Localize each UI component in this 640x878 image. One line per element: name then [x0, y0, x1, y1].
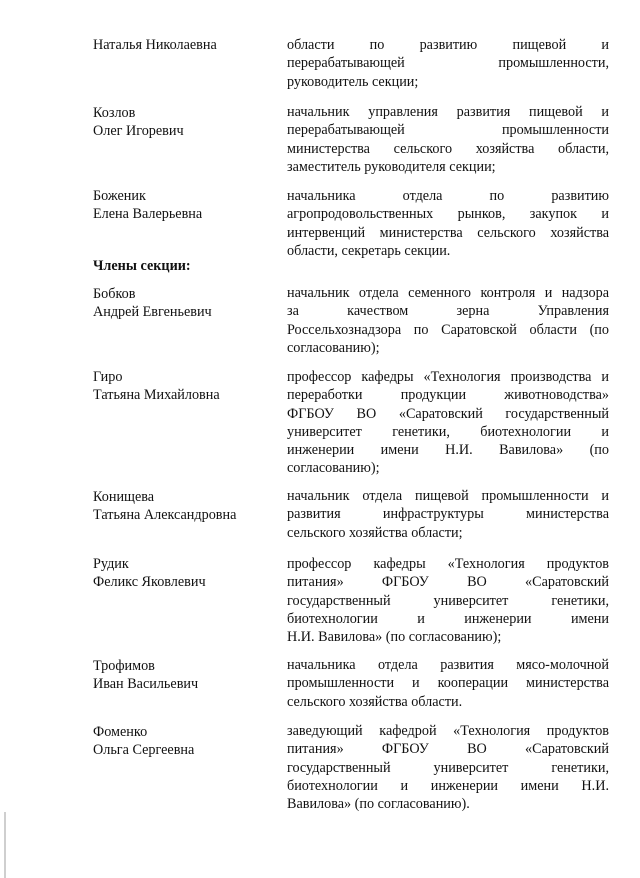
role-line: согласованию);: [287, 339, 380, 356]
member-name: [93, 104, 273, 141]
role-line: перерабатывающей промышленности: [287, 122, 609, 139]
role-line: биотехнологии и инженерии имени Н.И.: [287, 777, 609, 794]
member-role: [287, 487, 609, 542]
member-name: [93, 657, 273, 694]
name-line: Трофимов: [93, 658, 155, 674]
role-line: переработки продукции животноводства»: [287, 387, 609, 404]
role-line: начальника отдела по развитию: [287, 188, 609, 204]
role-line: университет генетики, биотехнологии и: [287, 423, 609, 440]
role-line: руководитель секции;: [287, 73, 419, 90]
name-line: Татьяна Александровна: [93, 507, 237, 524]
name-line: Татьяна Михайловна: [93, 387, 220, 404]
role-line: сельского хозяйства области;: [287, 524, 463, 541]
name-line: Иван Васильевич: [93, 676, 199, 693]
member-role: [287, 555, 609, 646]
role-line: за качеством зерна Управления: [287, 303, 609, 320]
role-line: государственный университет генетики,: [287, 592, 609, 609]
scan-edge-mark: [4, 812, 6, 878]
role-line: министерства сельского хозяйства области,: [287, 140, 609, 157]
role-line: начальник отдела семенного контроля и надзора: [287, 285, 609, 301]
name-line: Наталья Николаевна: [93, 37, 217, 53]
name-line: Боженик: [93, 188, 146, 204]
role-line: ФГБОУ ВО «Саратовский государственный: [287, 405, 609, 422]
name-line: Конищева: [93, 489, 155, 505]
role-line: биотехнологии и инженерии имени: [287, 610, 609, 627]
member-role: [287, 284, 609, 357]
role-line: заместитель руководителя секции;: [287, 158, 496, 175]
role-line: Н.И. Вавилова» (по согласованию);: [287, 629, 502, 646]
member-name: [93, 285, 273, 322]
role-line: Россельхознадзора по Саратовской области (по: [287, 321, 609, 338]
role-line: питания» ФГБОУ ВО «Саратовский: [287, 574, 609, 591]
member-name: [93, 187, 273, 224]
role-line: инженерии имени Н.И. Вавилова» (по: [287, 442, 609, 459]
name-line: Андрей Евгеньевич: [93, 304, 212, 321]
role-line: развития инфраструктуры министерства: [287, 506, 609, 523]
role-line: профессор кафедры «Технология продуктов: [287, 556, 609, 572]
role-line: перерабатывающей промышленности,: [287, 55, 609, 72]
member-name: [93, 723, 273, 760]
role-line: государственный университет генетики,: [287, 759, 609, 776]
section-members-heading: Члены секции:: [93, 258, 191, 274]
name-line: Козлов: [93, 105, 136, 121]
name-line: Феликс Яковлевич: [93, 574, 206, 591]
name-line: Фоменко: [93, 724, 148, 740]
role-line: заведующий кафедрой «Технология продуктов: [287, 723, 609, 739]
role-line: профессор кафедры «Технология производства и: [287, 369, 609, 385]
name-line: Елена Валерьевна: [93, 206, 203, 223]
member-role: [287, 103, 609, 176]
name-line: Гиро: [93, 369, 123, 385]
member-role: [287, 368, 609, 478]
name-line: Рудик: [93, 556, 129, 572]
role-line: начальник управления развития пищевой и: [287, 104, 609, 120]
member-name: [93, 368, 273, 405]
member-role: [287, 187, 609, 260]
role-line: Вавилова» (по согласованию).: [287, 796, 470, 813]
role-line: сельского хозяйства области.: [287, 693, 463, 710]
name-line: Олег Игоревич: [93, 123, 184, 140]
role-line: питания» ФГБОУ ВО «Саратовский: [287, 741, 609, 758]
member-role: [287, 36, 609, 91]
member-role: [287, 656, 609, 711]
role-line: промышленности и кооперации министерства: [287, 675, 609, 692]
member-name: [93, 36, 273, 54]
role-line: области, секретарь секции.: [287, 242, 451, 259]
member-role: [287, 722, 609, 813]
role-line: области по развитию пищевой и: [287, 37, 609, 53]
role-line: интервенций министерства сельского хозяйства: [287, 224, 609, 241]
role-line: начальника отдела развития мясо-молочной: [287, 657, 609, 673]
role-line: начальник отдела пищевой промышленности и: [287, 488, 609, 504]
name-line: Бобков: [93, 286, 136, 302]
member-name: [93, 488, 273, 525]
member-name: [93, 555, 273, 592]
role-line: агропродовольственных рынков, закупок и: [287, 206, 609, 223]
role-line: согласованию);: [287, 460, 380, 477]
name-line: Ольга Сергеевна: [93, 742, 195, 759]
